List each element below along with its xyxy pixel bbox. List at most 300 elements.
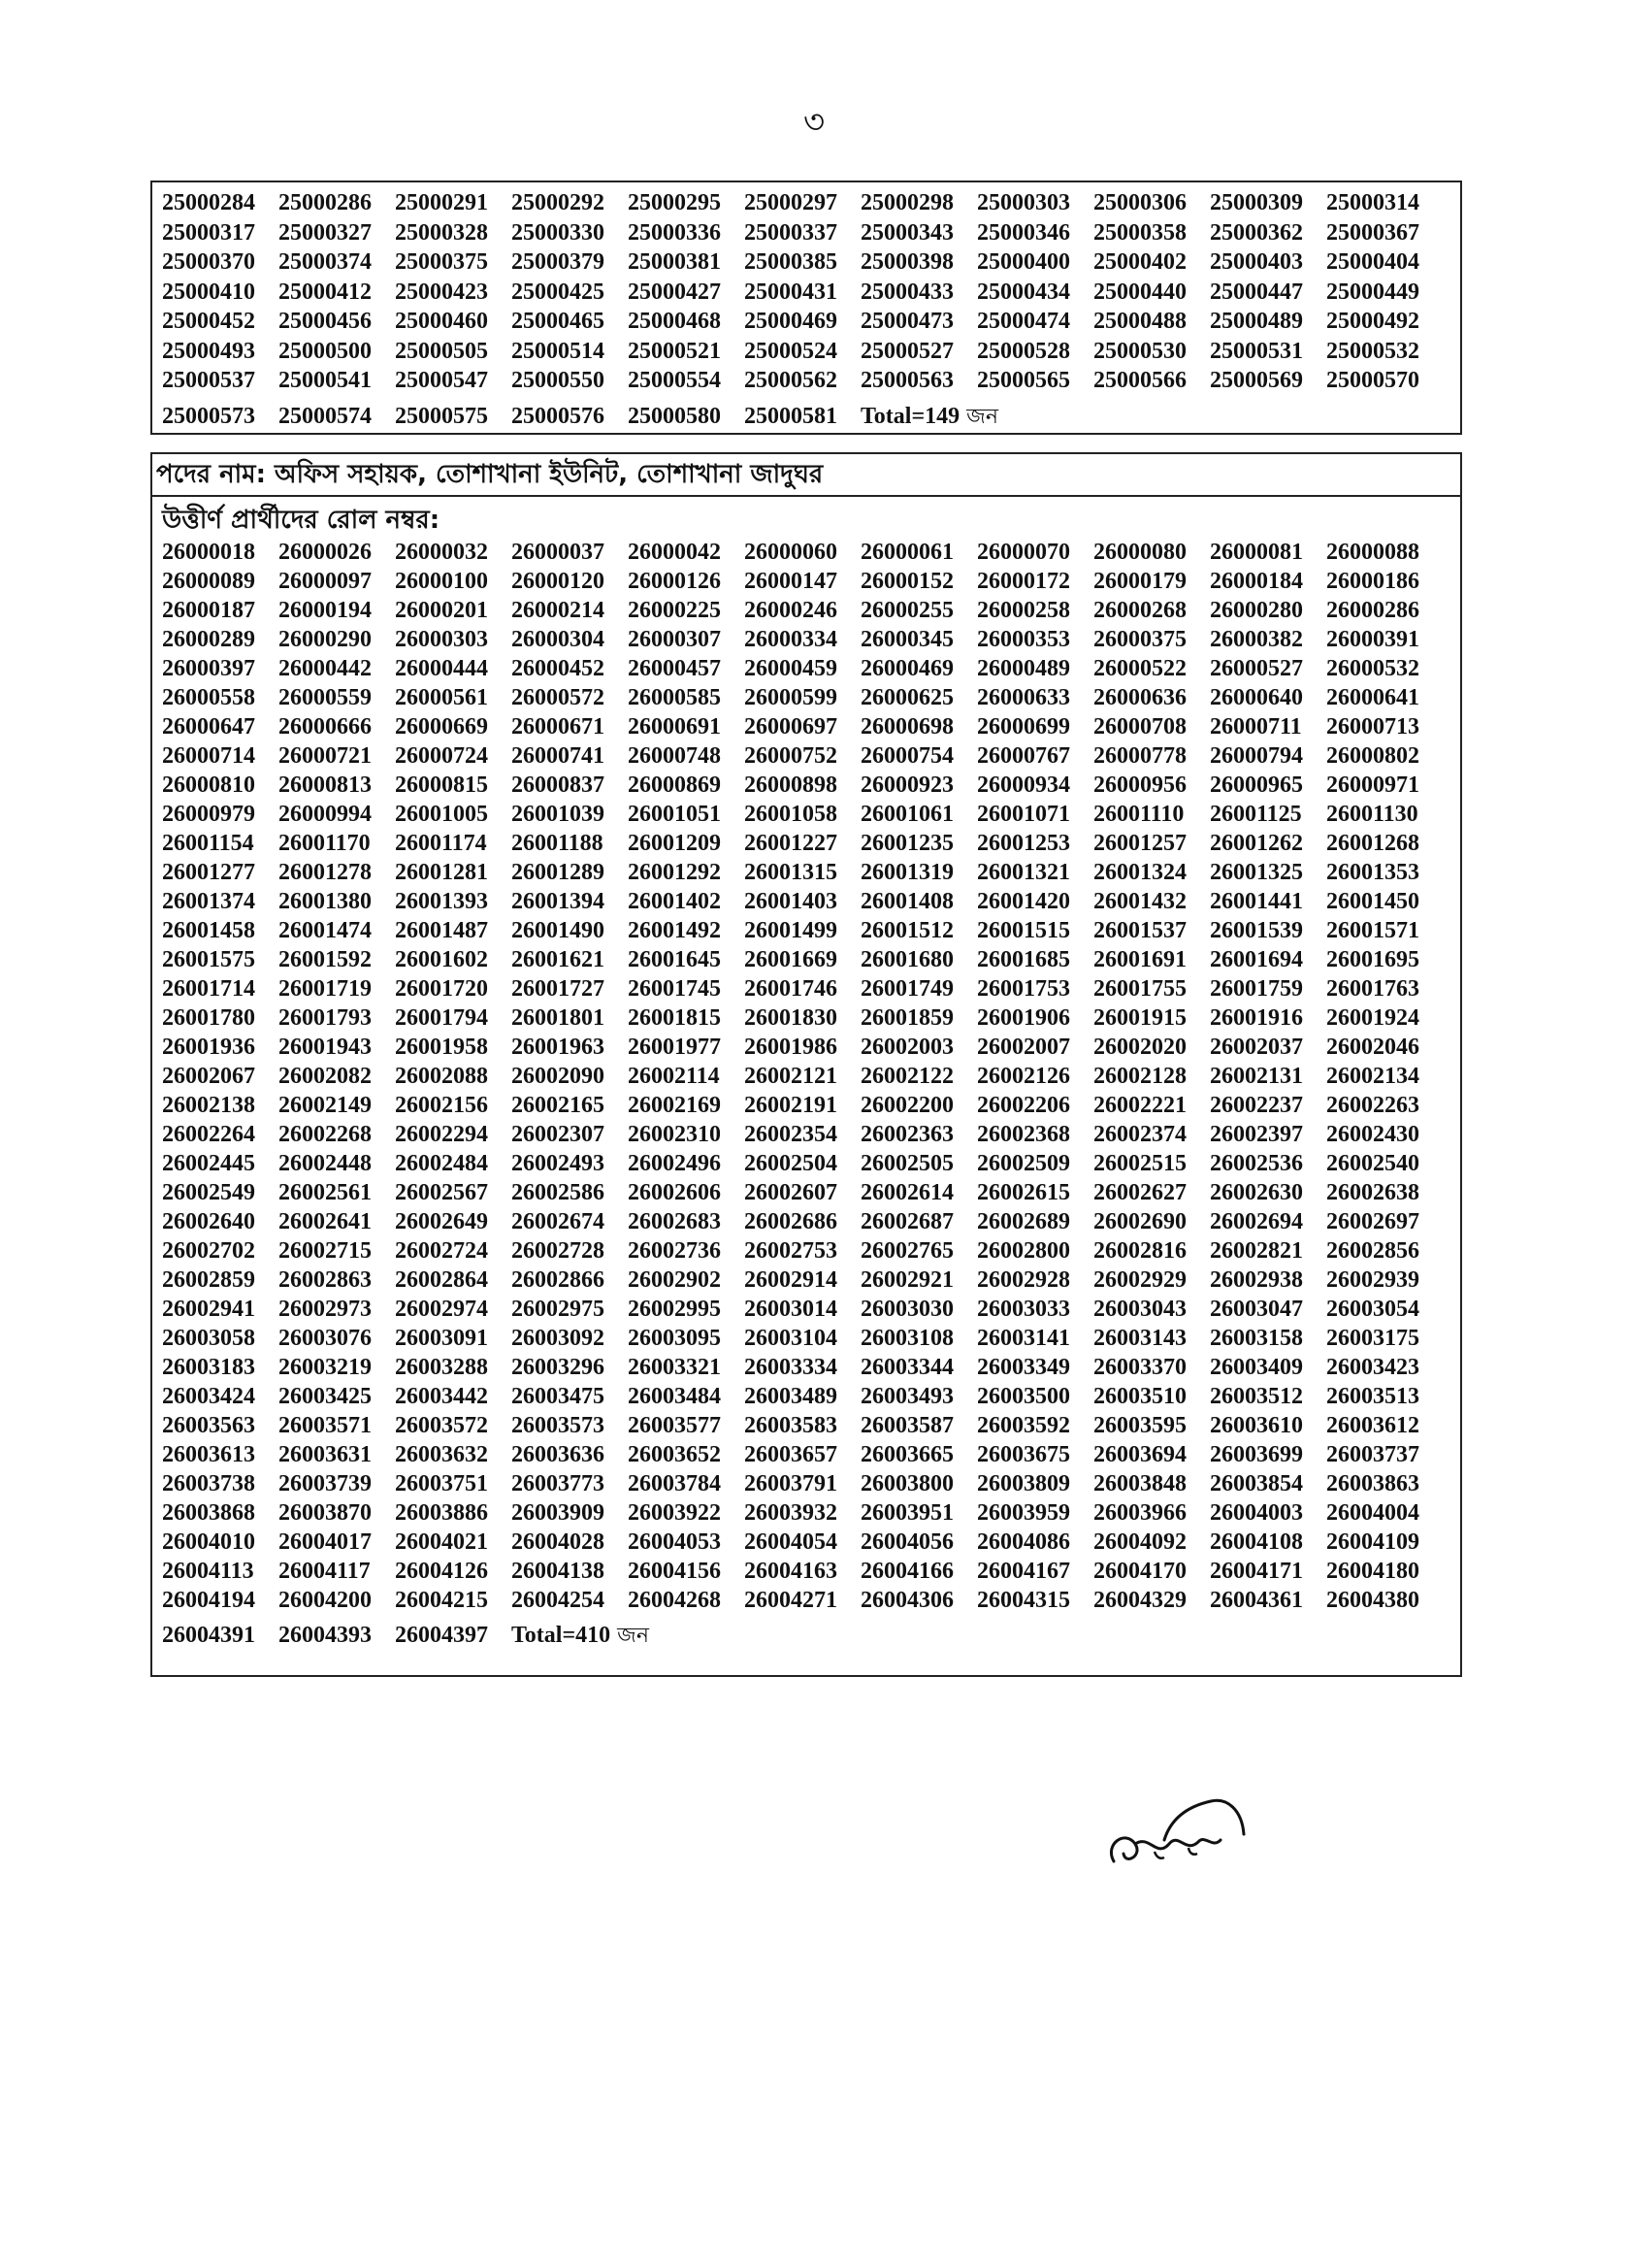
roll-number: 26004028 <box>511 1529 604 1555</box>
roll-number: 26002134 <box>1326 1064 1419 1089</box>
roll-number: 26003047 <box>1210 1297 1303 1322</box>
roll-number: 26004053 <box>628 1529 721 1555</box>
roll-number: 26000304 <box>511 627 604 652</box>
roll-number: 26002859 <box>162 1267 255 1293</box>
roll-number: 26000640 <box>1210 685 1303 710</box>
roll-number: 25000488 <box>1093 309 1187 334</box>
roll-number: 26002221 <box>1093 1093 1187 1118</box>
roll-number: 26000268 <box>1093 598 1187 623</box>
roll-number: 26000089 <box>162 569 255 594</box>
roll-number: 26003442 <box>395 1384 488 1409</box>
roll-number: 26004138 <box>511 1559 604 1584</box>
roll-number: 25000381 <box>628 249 721 275</box>
roll-number: 26001916 <box>1210 1005 1303 1031</box>
roll-number: 26000647 <box>162 714 255 740</box>
roll-number: 26004117 <box>278 1559 371 1584</box>
roll-number: 25000374 <box>278 249 372 275</box>
roll-number: 26000721 <box>278 743 372 769</box>
roll-number: 26003033 <box>977 1297 1070 1322</box>
roll-number: 26001801 <box>511 1005 604 1031</box>
roll-number: 26000100 <box>395 569 488 594</box>
roll-number: 25000514 <box>511 338 604 364</box>
roll-number: 26001815 <box>628 1005 721 1031</box>
roll-number: 26002606 <box>628 1180 721 1205</box>
roll-number: 26000442 <box>278 656 372 681</box>
roll-number: 26003631 <box>278 1442 372 1467</box>
roll-number: 26003409 <box>1210 1355 1303 1380</box>
roll-number: 26000585 <box>628 685 721 710</box>
roll-number: 26001680 <box>861 947 954 972</box>
roll-number: 26002974 <box>395 1297 488 1322</box>
roll-number: 26004021 <box>395 1529 488 1555</box>
roll-number: 26003613 <box>162 1442 255 1467</box>
roll-number: 26000037 <box>511 540 604 565</box>
roll-number: 26000060 <box>744 540 837 565</box>
roll-number: 26001515 <box>977 918 1070 943</box>
roll-number: 26000802 <box>1326 743 1419 769</box>
roll-number: 25000524 <box>744 338 837 364</box>
roll-number: 26004126 <box>395 1559 488 1584</box>
roll-number: 26001154 <box>162 831 254 856</box>
roll-number: 26002138 <box>162 1093 255 1118</box>
roll-number: 26001575 <box>162 947 255 972</box>
roll-number: 25000566 <box>1093 368 1187 393</box>
roll-number: 26001571 <box>1326 918 1419 943</box>
roll-number: 26002536 <box>1210 1151 1303 1176</box>
roll-number: 26003143 <box>1093 1326 1187 1351</box>
roll-number-list <box>156 188 1454 431</box>
roll-number: 25000427 <box>628 279 721 305</box>
roll-row <box>162 974 1460 1003</box>
roll-number: 26002268 <box>278 1122 372 1147</box>
roll-number: 25000500 <box>278 338 372 364</box>
roll-number: 26003175 <box>1326 1326 1419 1351</box>
roll-row <box>162 1440 1460 1469</box>
roll-list-section-2 <box>150 452 1462 1677</box>
roll-number: 26001071 <box>977 802 1070 827</box>
roll-number: 26002615 <box>977 1180 1070 1205</box>
roll-number: 26001963 <box>511 1035 604 1060</box>
roll-number: 26003739 <box>278 1471 372 1496</box>
roll-number: 26003848 <box>1093 1471 1187 1496</box>
roll-row <box>162 654 1460 683</box>
roll-number: 26000201 <box>395 598 488 623</box>
roll-number: 25000385 <box>744 249 837 275</box>
roll-row <box>162 278 1454 308</box>
roll-number: 26001943 <box>278 1035 372 1060</box>
roll-number: 26003694 <box>1093 1442 1187 1467</box>
roll-number: 26000527 <box>1210 656 1303 681</box>
roll-number: 25000284 <box>162 190 255 215</box>
roll-number: 26002007 <box>977 1035 1070 1060</box>
roll-number: 26000126 <box>628 569 721 594</box>
roll-number: 26002941 <box>162 1297 255 1322</box>
roll-number: 26003489 <box>744 1384 837 1409</box>
roll-number: 26001380 <box>278 889 372 914</box>
roll-number: 26000965 <box>1210 772 1303 798</box>
roll-number: 26002694 <box>1210 1209 1303 1234</box>
roll-number: 26002921 <box>861 1267 954 1293</box>
roll-number: 26003909 <box>511 1500 604 1526</box>
roll-number: 26001490 <box>511 918 604 943</box>
roll-list-section-1 <box>150 181 1462 435</box>
roll-number: 26002902 <box>628 1267 721 1293</box>
signature <box>1096 1776 1261 1883</box>
roll-number: 26000070 <box>977 540 1070 565</box>
roll-number: 26001753 <box>977 976 1070 1002</box>
roll-number: 26003475 <box>511 1384 604 1409</box>
roll-number: 26003657 <box>744 1442 837 1467</box>
roll-number: 26002995 <box>628 1297 721 1322</box>
roll-number: 26000558 <box>162 685 255 710</box>
roll-number: 26001645 <box>628 947 721 972</box>
roll-number: 26003572 <box>395 1413 488 1438</box>
roll-number: 26000794 <box>1210 743 1303 769</box>
roll-number: 26002816 <box>1093 1238 1187 1264</box>
roll-number: 25000431 <box>744 279 837 305</box>
roll-number: 26002430 <box>1326 1122 1419 1147</box>
roll-number: 26001492 <box>628 918 721 943</box>
roll-number: 26003583 <box>744 1413 837 1438</box>
roll-number: 26001209 <box>628 831 721 856</box>
roll-number: 26002549 <box>162 1180 255 1205</box>
roll-number: 26000289 <box>162 627 255 652</box>
roll-number: 26002169 <box>628 1093 721 1118</box>
roll-number: 26001977 <box>628 1035 721 1060</box>
roll-number: 26001235 <box>861 831 954 856</box>
roll-number: 26002687 <box>861 1209 954 1234</box>
roll-number: 26003577 <box>628 1413 721 1438</box>
roll-number: 26003773 <box>511 1471 604 1496</box>
roll-number: 26002263 <box>1326 1093 1419 1118</box>
roll-number: 26002046 <box>1326 1035 1419 1060</box>
roll-number: 26002567 <box>395 1180 488 1205</box>
roll-number: 26000469 <box>861 656 954 681</box>
roll-row <box>162 829 1460 858</box>
roll-row <box>162 1207 1460 1236</box>
roll-number: 26000307 <box>628 627 721 652</box>
roll-row <box>162 307 1454 337</box>
roll-number: 26000194 <box>278 598 372 623</box>
roll-number: 26001227 <box>744 831 837 856</box>
roll-number: 26002122 <box>861 1064 954 1089</box>
passed-candidates-heading: উত্তীর্ণ প্রার্থীদের রোল নম্বর: <box>162 506 440 535</box>
roll-number: 26003699 <box>1210 1442 1303 1467</box>
roll-number: 26000752 <box>744 743 837 769</box>
roll-number: 25000531 <box>1210 338 1303 364</box>
roll-number: 26002690 <box>1093 1209 1187 1234</box>
roll-row <box>162 1411 1460 1440</box>
roll-row <box>162 1091 1460 1120</box>
roll-row <box>162 1621 1460 1650</box>
roll-number: 26001720 <box>395 976 488 1002</box>
roll-number: 26003784 <box>628 1471 721 1496</box>
roll-number: 25000425 <box>511 279 604 305</box>
roll-number: 25000297 <box>744 190 837 215</box>
roll-number: 26003595 <box>1093 1413 1187 1438</box>
roll-number: 25000370 <box>162 249 255 275</box>
roll-number: 26003349 <box>977 1355 1070 1380</box>
roll-number: 26003058 <box>162 1326 255 1351</box>
roll-number: 26002649 <box>395 1209 488 1234</box>
roll-row <box>162 887 1460 916</box>
roll-number: 25000569 <box>1210 368 1303 393</box>
roll-number: 26001746 <box>744 976 837 1002</box>
roll-number: 26003854 <box>1210 1471 1303 1496</box>
roll-number: 26001793 <box>278 1005 372 1031</box>
roll-number: 25000379 <box>511 249 604 275</box>
roll-number: 26002374 <box>1093 1122 1187 1147</box>
roll-number: 26003922 <box>628 1500 721 1526</box>
roll-number: 26000869 <box>628 772 721 798</box>
roll-number: 25000530 <box>1093 338 1187 364</box>
roll-row <box>162 1033 1460 1062</box>
roll-number: 26000489 <box>977 656 1070 681</box>
roll-number: 26001685 <box>977 947 1070 972</box>
roll-number: 26004109 <box>1326 1529 1419 1555</box>
roll-number: 26003288 <box>395 1355 488 1380</box>
roll-row <box>162 916 1460 945</box>
roll-number: 26004108 <box>1210 1529 1303 1555</box>
roll-number: 26002638 <box>1326 1180 1419 1205</box>
roll-number: 26000813 <box>278 772 372 798</box>
roll-number: 26000042 <box>628 540 721 565</box>
roll-row <box>162 1586 1460 1615</box>
roll-number: 26001830 <box>744 1005 837 1031</box>
roll-number: 26003423 <box>1326 1355 1419 1380</box>
roll-number: 26002121 <box>744 1064 837 1089</box>
roll-number: 26004092 <box>1093 1529 1187 1555</box>
roll-number: 26002683 <box>628 1209 721 1234</box>
roll-number: 25000434 <box>977 279 1070 305</box>
roll-number: 26004113 <box>162 1559 254 1584</box>
roll-number: 26000179 <box>1093 569 1187 594</box>
roll-number: 26003183 <box>162 1355 255 1380</box>
roll-number: 26001924 <box>1326 1005 1419 1031</box>
roll-row <box>162 366 1454 396</box>
roll-number: 25000489 <box>1210 309 1303 334</box>
roll-number: 26002448 <box>278 1151 372 1176</box>
roll-number: 26001859 <box>861 1005 954 1031</box>
roll-number: 26003809 <box>977 1471 1070 1496</box>
roll-number: 26004171 <box>1210 1559 1303 1584</box>
roll-number: 25000456 <box>278 309 372 334</box>
roll-number: 26000956 <box>1093 772 1187 798</box>
roll-number: 26001694 <box>1210 947 1303 972</box>
roll-row <box>162 625 1460 654</box>
roll-number: 26002206 <box>977 1093 1070 1118</box>
roll-number: 26003587 <box>861 1413 954 1438</box>
roll-number: 26001714 <box>162 976 255 1002</box>
roll-row <box>162 1062 1460 1091</box>
roll-number: 25000452 <box>162 309 255 334</box>
roll-number: 26000457 <box>628 656 721 681</box>
roll-row <box>162 683 1460 712</box>
total-value: Total=149 <box>861 403 961 429</box>
roll-number: 26000246 <box>744 598 837 623</box>
roll-number: 26000375 <box>1093 627 1187 652</box>
roll-row <box>162 1469 1460 1498</box>
roll-number: 26004010 <box>162 1529 255 1555</box>
roll-number: 26002973 <box>278 1297 372 1322</box>
roll-number: 25000402 <box>1093 249 1187 275</box>
roll-number: 26003510 <box>1093 1384 1187 1409</box>
roll-row <box>162 1295 1460 1324</box>
roll-number: 26000522 <box>1093 656 1187 681</box>
roll-number: 25000314 <box>1326 190 1419 215</box>
roll-number: 26000815 <box>395 772 488 798</box>
roll-number: 26001669 <box>744 947 837 972</box>
roll-number: 26002765 <box>861 1238 954 1264</box>
roll-number: 26001281 <box>395 860 488 885</box>
roll-number: 26004200 <box>278 1588 372 1613</box>
roll-number: 26004393 <box>278 1623 372 1648</box>
roll-number: 26000187 <box>162 598 255 623</box>
roll-number: 26002866 <box>511 1267 604 1293</box>
roll-number: 26003959 <box>977 1500 1070 1526</box>
roll-number: 26003868 <box>162 1500 255 1526</box>
roll-row <box>162 771 1460 800</box>
roll-number: 26000532 <box>1326 656 1419 681</box>
roll-number: 26000088 <box>1326 540 1419 565</box>
roll-number: 26001130 <box>1326 802 1418 827</box>
roll-number: 26003092 <box>511 1326 604 1351</box>
roll-number: 26000810 <box>162 772 255 798</box>
roll-number: 26004054 <box>744 1529 837 1555</box>
page-number: ৩ <box>802 103 826 142</box>
roll-number: 26000934 <box>977 772 1070 798</box>
roll-number: 26002504 <box>744 1151 837 1176</box>
roll-number: 26002294 <box>395 1122 488 1147</box>
roll-number: 26002728 <box>511 1238 604 1264</box>
roll-number: 25000433 <box>861 279 954 305</box>
roll-number: 26000767 <box>977 743 1070 769</box>
roll-number: 26000754 <box>861 743 954 769</box>
roll-row <box>162 1149 1460 1178</box>
roll-number: 26002237 <box>1210 1093 1303 1118</box>
roll-number: 25000337 <box>744 219 837 246</box>
roll-number: 26001257 <box>1093 831 1187 856</box>
roll-number: 26002686 <box>744 1209 837 1234</box>
roll-number: 26002131 <box>1210 1064 1303 1089</box>
roll-number: 26000214 <box>511 598 604 623</box>
roll-number: 25000469 <box>744 309 837 334</box>
roll-number: 26000120 <box>511 569 604 594</box>
roll-number: 25000317 <box>162 219 255 246</box>
roll-number: 25000474 <box>977 309 1070 334</box>
roll-number: 25000328 <box>395 219 488 246</box>
roll-number: 26002191 <box>744 1093 837 1118</box>
roll-number: 26000397 <box>162 656 255 681</box>
roll-number: 26001278 <box>278 860 372 885</box>
roll-number: 26001499 <box>744 918 837 943</box>
roll-number: 26002307 <box>511 1122 604 1147</box>
roll-number: 25000423 <box>395 279 488 305</box>
roll-number: 26002753 <box>744 1238 837 1264</box>
roll-number: 26002821 <box>1210 1238 1303 1264</box>
roll-number: 26003870 <box>278 1500 372 1526</box>
roll-number: 25000343 <box>861 219 954 246</box>
roll-number: 26002003 <box>861 1035 954 1060</box>
roll-number: 26002614 <box>861 1180 954 1205</box>
roll-number: 26003932 <box>744 1500 837 1526</box>
roll-number: 26002800 <box>977 1238 1070 1264</box>
roll-number: 26001315 <box>744 860 837 885</box>
roll-number: 26002641 <box>278 1209 372 1234</box>
total-value: Total=410 <box>511 1623 611 1648</box>
roll-number: 25000298 <box>861 190 954 215</box>
roll-number: 25000562 <box>744 368 837 393</box>
roll-number: 26004397 <box>395 1623 488 1648</box>
roll-number: 26001794 <box>395 1005 488 1031</box>
roll-number: 26003424 <box>162 1384 255 1409</box>
roll-number: 26002864 <box>395 1267 488 1293</box>
roll-number: 26002929 <box>1093 1267 1187 1293</box>
roll-number: 26001110 <box>1093 802 1185 827</box>
roll-number: 26000572 <box>511 685 604 710</box>
roll-number: 26000561 <box>395 685 488 710</box>
roll-number: 26000714 <box>162 743 255 769</box>
roll-number: 26004170 <box>1093 1559 1187 1584</box>
roll-number: 25000541 <box>278 368 372 393</box>
roll-number: 26001039 <box>511 802 604 827</box>
roll-number: 26003158 <box>1210 1326 1303 1351</box>
roll-number: 25000573 <box>162 403 255 429</box>
roll-row <box>162 1324 1460 1353</box>
roll-row <box>162 1178 1460 1207</box>
roll-number: 26001170 <box>278 831 371 856</box>
roll-number-list <box>152 538 1460 1650</box>
roll-number: 26004180 <box>1326 1559 1419 1584</box>
roll-number: 25000554 <box>628 368 721 393</box>
roll-number: 26002149 <box>278 1093 372 1118</box>
roll-number: 26003091 <box>395 1326 488 1351</box>
roll-number: 25000521 <box>628 338 721 364</box>
roll-number: 26002264 <box>162 1122 255 1147</box>
roll-number: 26004017 <box>278 1529 372 1555</box>
roll-number: 26002724 <box>395 1238 488 1264</box>
roll-number: 26000225 <box>628 598 721 623</box>
roll-row <box>162 247 1454 278</box>
roll-number: 26003334 <box>744 1355 837 1380</box>
roll-number: 26001394 <box>511 889 604 914</box>
roll-number: 26002156 <box>395 1093 488 1118</box>
roll-number: 26001325 <box>1210 860 1303 885</box>
roll-number: 25000295 <box>628 190 721 215</box>
roll-number: 26002165 <box>511 1093 604 1118</box>
roll-number: 26003886 <box>395 1500 488 1526</box>
roll-row <box>162 1528 1460 1557</box>
roll-number: 25000327 <box>278 219 372 246</box>
roll-number: 26000778 <box>1093 743 1187 769</box>
roll-row <box>162 1382 1460 1411</box>
roll-number: 26001420 <box>977 889 1070 914</box>
roll-number: 25000292 <box>511 190 604 215</box>
roll-number: 26003321 <box>628 1355 721 1380</box>
roll-number: 26004194 <box>162 1588 255 1613</box>
roll-number: 26004254 <box>511 1588 604 1613</box>
roll-number: 26002702 <box>162 1238 255 1264</box>
roll-number: 26000152 <box>861 569 954 594</box>
roll-row <box>162 800 1460 829</box>
roll-row <box>162 945 1460 974</box>
roll-number: 26002200 <box>861 1093 954 1118</box>
roll-number: 26002067 <box>162 1064 255 1089</box>
roll-number: 26000741 <box>511 743 604 769</box>
roll-number: 26004086 <box>977 1529 1070 1555</box>
roll-row <box>162 1236 1460 1265</box>
roll-number: 25000336 <box>628 219 721 246</box>
